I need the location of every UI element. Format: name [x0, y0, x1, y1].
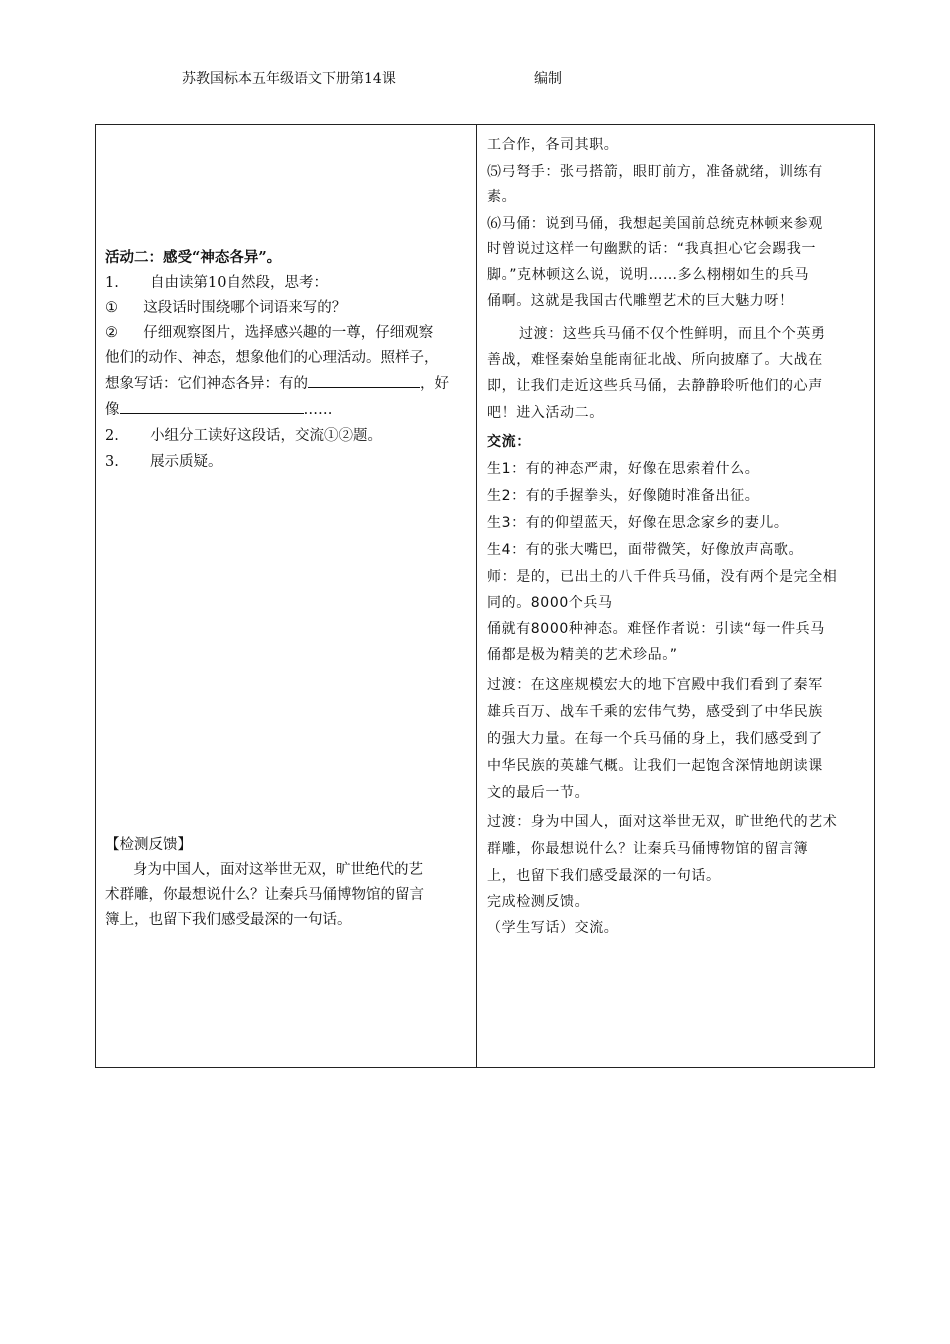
question-2-line-4-text: 像 [105, 402, 120, 418]
column-divider [476, 125, 477, 1067]
right-line: 完成检测反馈。 [487, 894, 590, 910]
feedback-line-1: 身为中国人，面对这举世无双，旷世绝代的艺 [133, 862, 423, 878]
right-line: 善战，难怪秦始皇能南征北战、所向披靡了。大战在 [487, 352, 823, 368]
right-line: 的强大力量。在每一个兵马俑的身上，我们感受到了 [487, 731, 823, 747]
right-line: 过渡：身为中国人，面对这举世无双，旷世绝代的艺术 [487, 814, 838, 830]
step-1-text: 自由读第10自然段，思考： [150, 275, 329, 291]
right-line: 群雕，你最想说什么？让秦兵马俑博物馆的留言簿 [487, 841, 809, 857]
right-line: 生2：有的手握拳头，好像随时准备出征。 [487, 488, 760, 504]
right-line: 素。 [487, 189, 517, 205]
step-2-text: 小组分工读好这段话，交流①②题。 [150, 428, 383, 444]
question-1-number: ① [105, 300, 118, 316]
question-2 [105, 321, 433, 342]
question-2-line-2: 他们的动作、神态，想象他们的心理活动。照样子， [105, 350, 439, 366]
right-line: 中华民族的英雄气概。让我们一起饱含深情地朗读课 [487, 758, 823, 774]
step-2-number: 2. [105, 428, 119, 444]
right-line: 俑啊。这就是我国古代雕塑艺术的巨大魅力呀！ [487, 293, 794, 309]
header-author: 编制 [534, 71, 562, 87]
answer-blank-2[interactable] [120, 399, 304, 414]
right-line-heading: 交流： [487, 434, 531, 450]
question-2-line-4-end: …… [303, 402, 333, 418]
right-line: 过渡：这些兵马俑不仅个性鲜明，而且个个英勇 [519, 326, 826, 342]
activity-title: 活动二：感受“神态各异”。 [105, 249, 282, 266]
question-2-line-4 [105, 398, 333, 419]
step-2 [105, 424, 382, 445]
right-line: 雄兵百万、战车千乘的宏伟气势，感受到了中华民族 [487, 704, 823, 720]
lesson-table [95, 124, 875, 1068]
step-3 [105, 450, 223, 471]
question-2-line-3-end: ，好 [420, 376, 449, 392]
question-2-line-1: 仔细观察图片，选择感兴趣的一尊，仔细观察 [143, 325, 434, 341]
question-2-line-3 [105, 372, 449, 393]
right-line: 生1：有的神态严肃，好像在思索着什么。 [487, 461, 760, 477]
right-line: 生3：有的仰望蓝天，好像在思念家乡的妻儿。 [487, 515, 789, 531]
step-3-text: 展示质疑。 [150, 454, 223, 470]
right-line: ⑹马俑：说到马俑，我想起美国前总统克林顿来参观 [487, 216, 823, 232]
question-2-line-3-text: 想象写话：它们神态各异：有的 [105, 376, 308, 392]
right-line: 生4：有的张大嘴巴，面带微笑，好像放声高歌。 [487, 542, 804, 558]
right-line: （学生写话）交流。 [487, 920, 619, 936]
right-line: 时曾说过这样一句幽默的话：“我真担心它会踢我一 [487, 241, 817, 257]
feedback-title: 【检测反馈】 [105, 837, 192, 853]
step-1 [105, 271, 328, 292]
right-line: 上，也留下我们感受最深的一句话。 [487, 868, 721, 884]
header-course-title: 苏教国标本五年级语文下册第14课 [182, 71, 396, 87]
right-line: 即，让我们走近这些兵马俑，去静静聆听他们的心声 [487, 378, 823, 394]
right-line: 俑都是极为精美的艺术珍品。” [487, 647, 678, 663]
step-3-number: 3. [105, 454, 119, 470]
answer-blank-1[interactable] [308, 373, 420, 388]
step-1-number: 1. [105, 275, 119, 291]
right-line: 过渡：在这座规模宏大的地下宫殿中我们看到了秦军 [487, 677, 823, 693]
right-line: 脚。”克林顿这么说，说明……多么栩栩如生的兵马 [487, 267, 810, 283]
question-2-number: ② [105, 325, 118, 341]
right-line: 文的最后一节。 [487, 785, 590, 801]
right-line: 吧！进入活动二。 [487, 405, 604, 421]
feedback-line-2: 术群雕，你最想说什么？让秦兵马俑博物馆的留言 [105, 887, 424, 903]
right-line: 俑就有8000种神态。难怪作者说：引读“每一件兵马 [487, 621, 825, 637]
question-1 [105, 296, 346, 317]
right-line: 工合作，各司其职。 [487, 137, 619, 153]
question-1-text: 这段话时围绕哪个词语来写的？ [143, 300, 347, 316]
right-line: ⑸弓弩手：张弓搭箭，眼盯前方，准备就绪，训练有 [487, 164, 823, 180]
feedback-line-3: 簿上，也留下我们感受最深的一句话。 [105, 912, 352, 928]
right-line: 师：是的，已出土的八千件兵马俑，没有两个是完全相 [487, 569, 838, 585]
right-line: 同的。8000个兵马 [487, 595, 613, 611]
